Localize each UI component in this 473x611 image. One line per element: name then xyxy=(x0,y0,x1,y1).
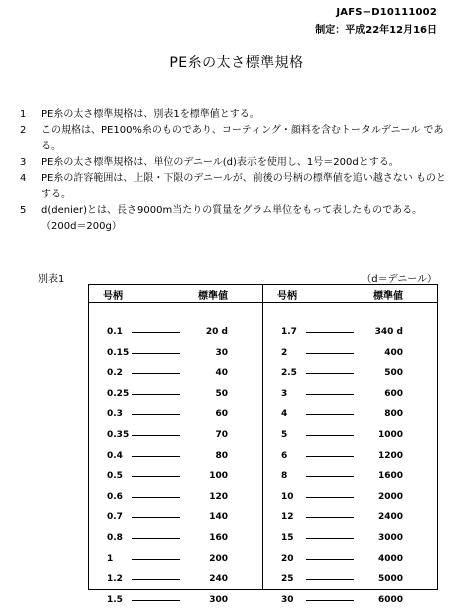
table-row xyxy=(89,405,262,426)
size-cell: 0.3 xyxy=(107,409,123,420)
column-header-size: 号柄 xyxy=(277,291,297,302)
table-right-half xyxy=(263,285,437,605)
table-row xyxy=(263,323,437,344)
size-cell: 6 xyxy=(281,450,288,461)
size-cell: 12 xyxy=(281,512,294,523)
leader-line xyxy=(132,394,180,395)
size-cell: 3 xyxy=(281,388,288,399)
leader-line xyxy=(306,476,354,477)
table-row xyxy=(89,591,262,611)
table-row xyxy=(89,508,262,529)
value-cell: 400 xyxy=(384,347,403,358)
leader-line xyxy=(306,497,354,498)
size-cell: 2 xyxy=(281,347,288,358)
size-cell: 0.35 xyxy=(107,429,130,440)
leader-line xyxy=(132,579,180,580)
column-header-value: 標準値 xyxy=(198,291,228,302)
leader-line xyxy=(132,517,180,518)
table-row xyxy=(263,550,437,571)
value-cell: 140 xyxy=(209,512,228,523)
table-row xyxy=(89,323,262,344)
value-cell: 800 xyxy=(384,409,403,420)
list-item xyxy=(20,155,450,171)
value-cell: 60 xyxy=(215,409,228,420)
value-cell: 120 xyxy=(209,491,228,502)
list-item xyxy=(20,123,450,155)
item-number: 5 xyxy=(20,205,27,216)
size-cell: 0.1 xyxy=(107,327,123,337)
size-cell: 2.5 xyxy=(281,368,297,379)
table-row xyxy=(263,344,437,365)
value-cell: 2000 xyxy=(377,491,403,502)
list-item xyxy=(20,203,450,235)
value-cell: 4000 xyxy=(377,553,403,564)
document-id: JAFS−D10111002 xyxy=(336,7,437,18)
table-row xyxy=(263,385,437,406)
list-item xyxy=(20,171,450,203)
leader-line xyxy=(306,559,354,560)
size-cell: 0.15 xyxy=(107,347,130,358)
leader-line xyxy=(306,353,354,354)
leader-line xyxy=(132,373,180,374)
table-row xyxy=(263,467,437,488)
item-number: 3 xyxy=(20,157,27,168)
table-body-left xyxy=(89,303,262,611)
leader-line xyxy=(132,559,180,560)
value-cell: 340 d xyxy=(374,327,403,337)
value-cell: 100 xyxy=(209,471,228,482)
table-label: 別表1 xyxy=(38,274,65,285)
value-cell: 160 xyxy=(209,532,228,543)
value-cell: 2400 xyxy=(377,512,403,523)
leader-line xyxy=(306,538,354,539)
size-cell: 1.7 xyxy=(281,327,297,337)
table-row xyxy=(263,447,437,468)
size-cell: 0.6 xyxy=(107,491,123,502)
table-header xyxy=(89,285,262,303)
table-row xyxy=(89,488,262,509)
size-cell: 5 xyxy=(281,429,288,440)
value-cell: 30 xyxy=(215,347,228,358)
leader-line xyxy=(132,538,180,539)
table-row xyxy=(89,447,262,468)
leader-line xyxy=(306,414,354,415)
item-number: 4 xyxy=(20,173,27,184)
size-cell: 1.5 xyxy=(107,594,123,605)
value-cell: 5000 xyxy=(377,574,403,585)
item-text: d(denier)とは、長さ9000m当たりの質量をグラム単位をもって表したものである。 （200d＝200g） xyxy=(41,205,423,232)
item-text: PE糸の太さ標準規格は、単位のデニール(d)表示を使用し、1号＝200dとする。 xyxy=(41,157,399,168)
leader-line xyxy=(132,435,180,436)
value-cell: 70 xyxy=(215,429,228,440)
value-cell: 300 xyxy=(209,594,228,605)
page-title: PE糸の太さ標準規格 xyxy=(169,55,304,71)
leader-line xyxy=(132,476,180,477)
value-cell: 240 xyxy=(209,574,228,585)
leader-line xyxy=(132,353,180,354)
table-row xyxy=(263,488,437,509)
table-left-half xyxy=(89,285,263,605)
size-cell: 8 xyxy=(281,471,288,482)
leader-line xyxy=(132,332,180,333)
size-cell: 0.8 xyxy=(107,532,123,543)
size-cell: 0.7 xyxy=(107,512,123,523)
leader-line xyxy=(306,435,354,436)
size-cell: 25 xyxy=(281,574,294,585)
value-cell: 1200 xyxy=(377,450,403,461)
enactment-date: 制定：平成22年12月16日 xyxy=(315,25,437,36)
size-cell: 0.2 xyxy=(107,368,123,379)
leader-line xyxy=(132,456,180,457)
item-text: PE糸の太さ標準規格は、別表1を標準値とする。 xyxy=(41,109,260,120)
value-cell: 600 xyxy=(384,388,403,399)
table-header xyxy=(263,285,437,303)
list-item xyxy=(20,107,450,123)
table-row xyxy=(263,508,437,529)
column-header-value: 標準値 xyxy=(373,291,403,302)
table-row xyxy=(263,364,437,385)
value-cell: 500 xyxy=(384,368,403,379)
table-row xyxy=(89,364,262,385)
table-row xyxy=(89,570,262,591)
size-cell: 10 xyxy=(281,491,294,502)
value-cell: 40 xyxy=(215,368,228,379)
leader-line xyxy=(306,456,354,457)
size-cell: 30 xyxy=(281,594,294,605)
size-cell: 0.4 xyxy=(107,450,123,461)
leader-line xyxy=(132,414,180,415)
size-cell: 1 xyxy=(107,553,114,564)
specification-list xyxy=(20,107,450,235)
leader-line xyxy=(306,517,354,518)
leader-line xyxy=(306,373,354,374)
table-row xyxy=(263,570,437,591)
value-cell: 6000 xyxy=(377,594,403,605)
table-row xyxy=(89,529,262,550)
value-cell: 50 xyxy=(215,388,228,399)
table-body-right xyxy=(263,303,437,611)
leader-line xyxy=(306,332,354,333)
table-row xyxy=(263,591,437,611)
value-cell: 20 d xyxy=(205,327,228,337)
value-cell: 3000 xyxy=(377,532,403,543)
size-cell: 15 xyxy=(281,532,294,543)
value-cell: 80 xyxy=(215,450,228,461)
size-cell: 4 xyxy=(281,409,288,420)
item-text: この規格は、PE100%糸のものであり、コーティング・顔料を含むトータルデニール である。 xyxy=(41,125,444,152)
size-cell: 0.25 xyxy=(107,388,130,399)
leader-line xyxy=(306,579,354,580)
table-row xyxy=(89,426,262,447)
table-row xyxy=(89,344,262,365)
standard-value-table xyxy=(88,284,438,605)
leader-line xyxy=(132,497,180,498)
item-number: 2 xyxy=(20,125,27,136)
item-number: 1 xyxy=(20,109,27,120)
column-header-size: 号柄 xyxy=(103,291,123,302)
value-cell: 1000 xyxy=(377,429,403,440)
size-cell: 20 xyxy=(281,553,294,564)
table-row xyxy=(89,550,262,571)
table-row xyxy=(263,426,437,447)
size-cell: 1.2 xyxy=(107,574,123,585)
unit-note: （d＝デニール） xyxy=(361,274,437,285)
value-cell: 200 xyxy=(209,553,228,564)
table-row xyxy=(89,385,262,406)
value-cell: 1600 xyxy=(377,471,403,482)
table-row xyxy=(263,405,437,426)
size-cell: 0.5 xyxy=(107,471,123,482)
item-text: PE糸の許容範囲は、上限・下限のデニールが、前後の号柄の標準値を追い越さない ものとする。 xyxy=(41,173,446,200)
leader-line xyxy=(306,394,354,395)
table-row xyxy=(263,529,437,550)
table-row xyxy=(89,467,262,488)
